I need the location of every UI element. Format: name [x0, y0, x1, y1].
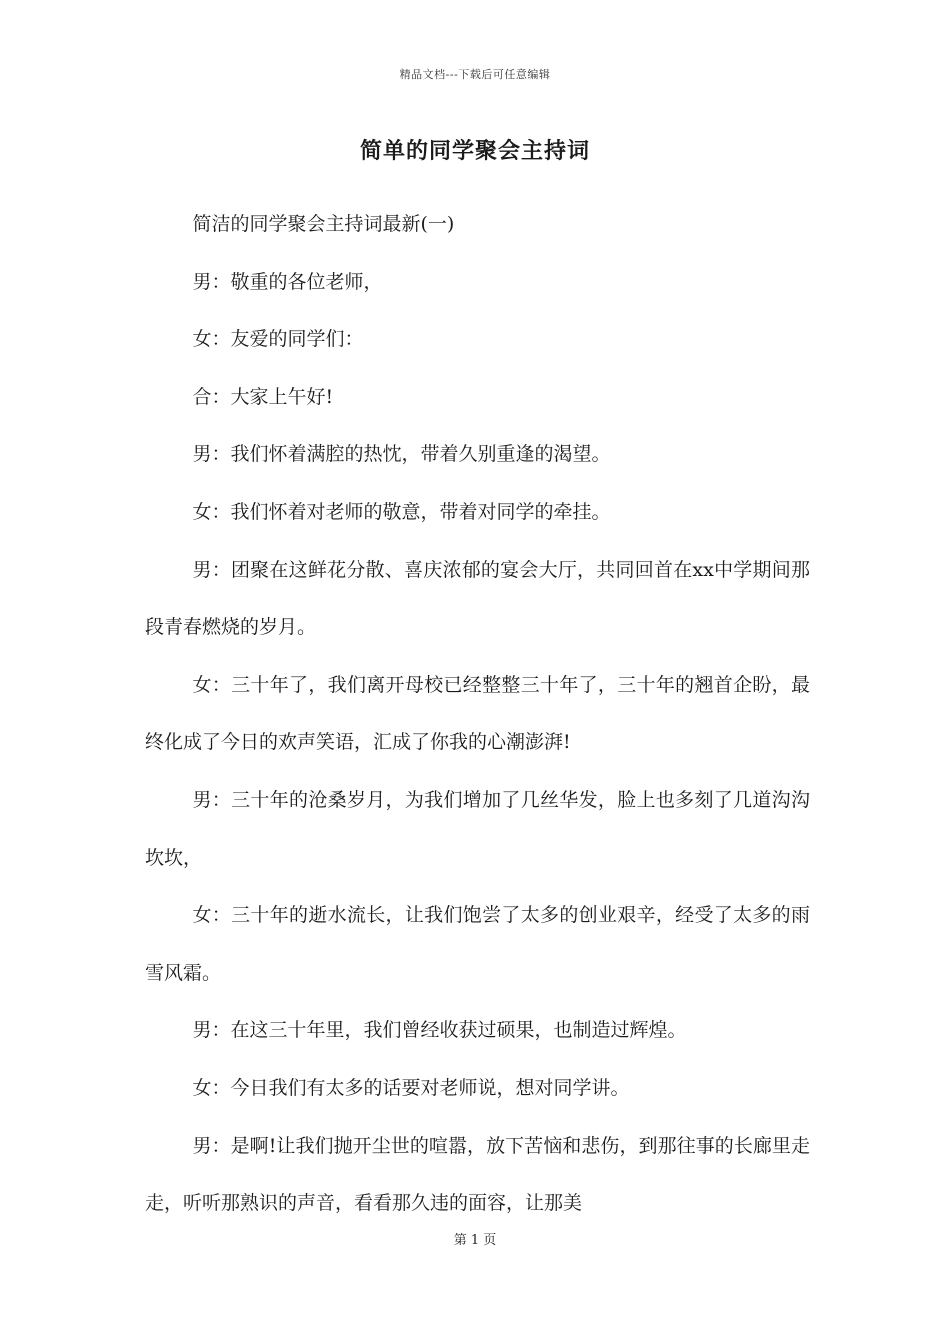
paragraph: 女：友爱的同学们：: [192, 328, 364, 351]
paragraph: 男：团聚在这鲜花分散、喜庆浓郁的宴会大厅，共同回首在xx中学期间那段青春燃烧的岁月。: [145, 558, 810, 639]
document-body: [145, 196, 810, 1233]
paragraph: 简洁的同学聚会主持词最新(一): [192, 213, 455, 235]
paragraph: 女：三十年的逝水流长，让我们饱尝了太多的创业艰辛，经受了太多的雨雪风霜。: [145, 904, 810, 984]
paragraph: 男：在这三十年里，我们曾经收获过硕果，也制造过辉煌。: [192, 1019, 687, 1042]
paragraph: 女：今日我们有太多的话要对老师说，想对同学讲。: [192, 1076, 630, 1099]
page-number: 第 1 页: [453, 1233, 497, 1248]
page-header: 精品文档---下载后可任意编辑: [399, 68, 551, 81]
paragraph: 男：是啊!让我们抛开尘世的喧嚣，放下苦恼和悲伤，到那往事的长廊里走走，听听那熟识的声音，看看那久违的面容，让那美: [145, 1134, 810, 1215]
paragraph: 男：敬重的各位老师，: [192, 270, 383, 293]
paragraph: 男：我们怀着满腔的热忱，带着久别重逢的渴望。: [192, 443, 611, 466]
paragraph: 男：三十年的沧桑岁月，为我们增加了几丝华发，脸上也多刻了几道沟沟坎坎，: [145, 788, 810, 869]
document-title: 简单的同学聚会主持词: [359, 138, 590, 164]
paragraph: 女：三十年了，我们离开母校已经整整三十年了，三十年的翘首企盼，最终化成了今日的欢声笑语，汇成了你我的心潮澎湃!: [145, 673, 810, 754]
paragraph: 合：大家上午好!: [192, 385, 334, 408]
paragraph: 女：我们怀着对老师的敬意，带着对同学的牵挂。: [192, 500, 611, 523]
